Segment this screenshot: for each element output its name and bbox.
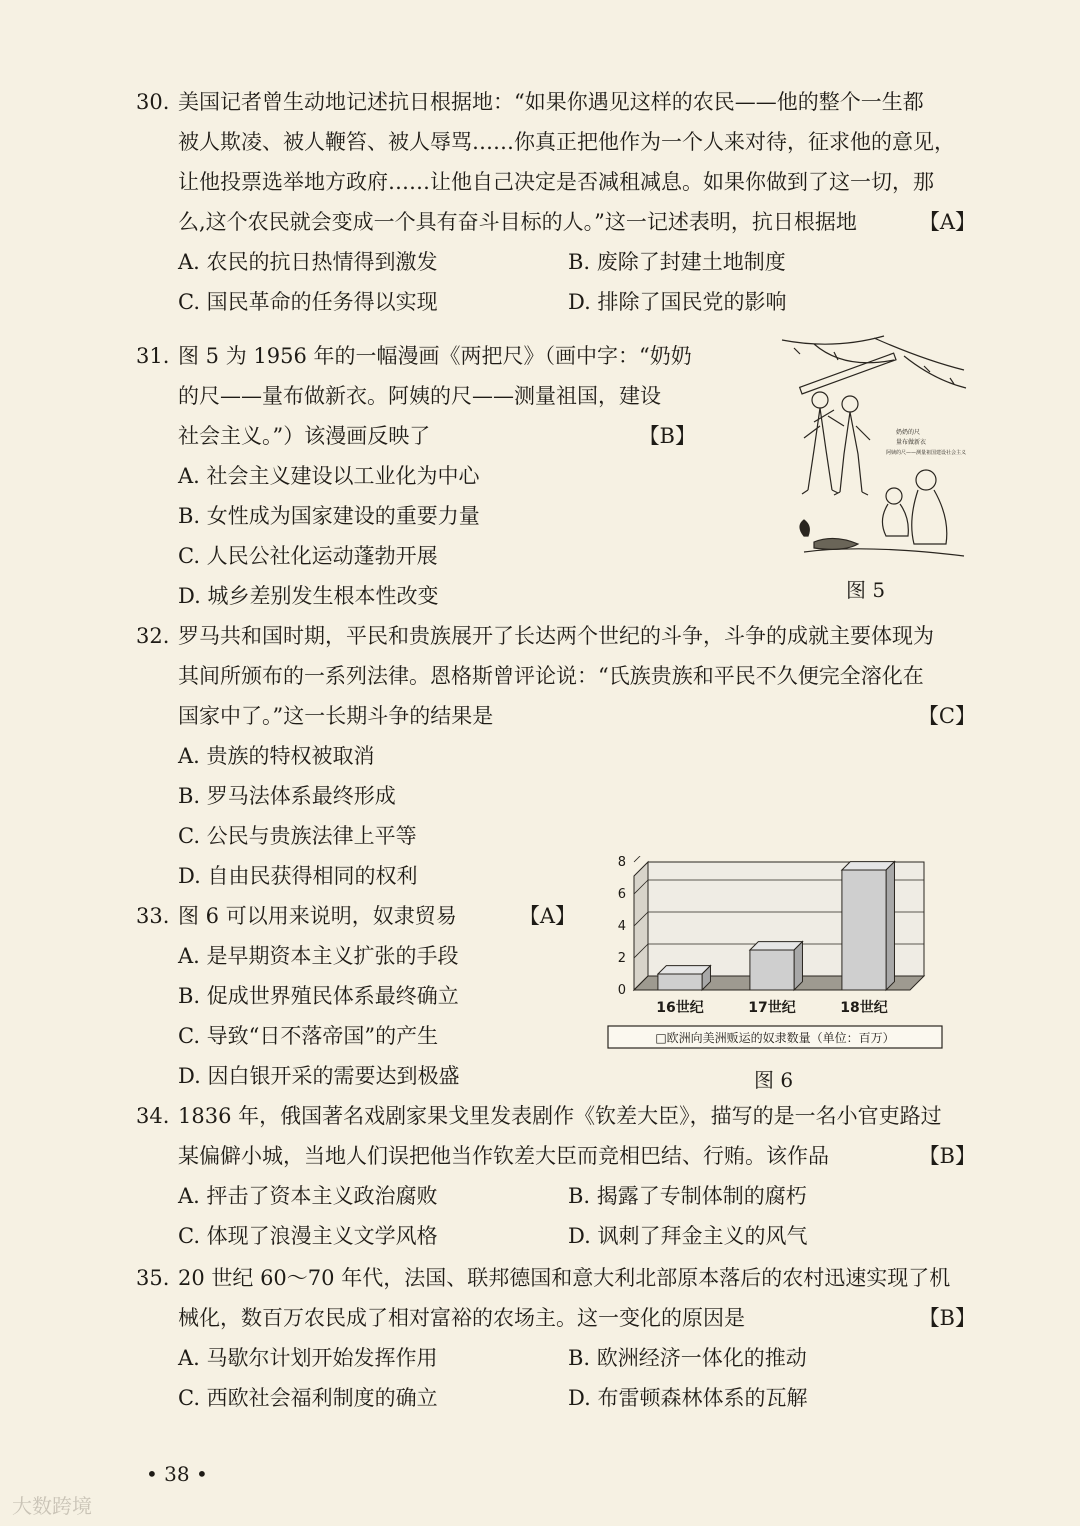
option-d: D. 布雷顿森林体系的瓦解 <box>568 1386 808 1410</box>
option-c: C. 西欧社会福利制度的确立 <box>178 1386 438 1410</box>
answer-label: 【B】 <box>918 1144 976 1168</box>
option-a: A. 抨击了资本主义政治腐败 <box>178 1184 438 1208</box>
stem-line: 社会主义。”）该漫画反映了 <box>178 424 431 448</box>
chart-bar-front <box>842 870 886 990</box>
chart-bar-front <box>658 974 702 990</box>
option-b: B. 欧洲经济一体化的推动 <box>568 1346 807 1370</box>
question-number: 32. <box>136 624 170 648</box>
chart-bar-side <box>886 862 894 990</box>
chart-y-tick-label: 4 <box>617 919 626 934</box>
option-a: A. 社会主义建设以工业化为中心 <box>178 464 480 488</box>
chart-x-tick-label: 17世纪 <box>748 1000 796 1016</box>
stem-line: 让他投票选举地方政府……让他自己决定是否减租减息。如果你做到了这一切，那 <box>178 170 934 194</box>
option-c: C. 公民与贵族法律上平等 <box>178 824 417 848</box>
option-d: D. 因白银开采的需要达到极盛 <box>178 1064 460 1088</box>
option-d: D. 排除了国民党的影响 <box>568 290 787 314</box>
answer-label: 【A】 <box>518 904 576 928</box>
watermark-text: 大数跨境 <box>12 1494 92 1518</box>
option-a: A. 是早期资本主义扩张的手段 <box>178 944 459 968</box>
stem-line: 图 6 可以用来说明，奴隶贸易 <box>178 904 457 928</box>
chart-x-tick-label: 16世纪 <box>656 1000 704 1016</box>
chart-bar-top <box>750 942 803 950</box>
question-number: 30. <box>136 90 170 114</box>
option-c: C. 导致“日不落帝国”的产生 <box>178 1024 439 1048</box>
chart-bar-front <box>750 950 794 990</box>
option-b: B. 女性成为国家建设的重要力量 <box>178 504 480 528</box>
chart-y-tick-label: 2 <box>617 951 626 966</box>
question-number: 35. <box>136 1266 170 1290</box>
chart-bar-top <box>842 862 895 870</box>
stem-line: 美国记者曾生动地记述抗日根据地：“如果你遇见这样的农民——他的整个一生都 <box>178 90 924 114</box>
stem-line: 械化，数百万农民成了相对富裕的农场主。这一变化的原因是 <box>178 1306 745 1330</box>
question-33 <box>136 896 576 1096</box>
answer-label: 【B】 <box>638 424 696 448</box>
question-35 <box>136 1258 976 1418</box>
stem-line: 图 5 为 1956 年的一幅漫画《两把尺》（画中字：“奶奶 <box>178 344 692 368</box>
option-d: D. 讽刺了拜金主义的风气 <box>568 1224 808 1248</box>
option-b: B. 罗马法体系最终形成 <box>178 784 396 808</box>
option-a: A. 农民的抗日热情得到激发 <box>178 250 438 274</box>
option-b: B. 促成世界殖民体系最终确立 <box>178 984 459 1008</box>
stem-line: 国家中了。”这一长期斗争的结果是 <box>178 704 494 728</box>
option-a: A. 马歇尔计划开始发挥作用 <box>178 1346 438 1370</box>
stem-line: 被人欺凌、被人鞭笞、被人辱骂……你真正把他作为一个人来对待，征求他的意见， <box>178 130 955 154</box>
answer-label: 【B】 <box>918 1306 976 1330</box>
cartoon-caption-text: 阿姨的尺——测量祖国建设社会主义 <box>886 450 967 456</box>
chart-y-tick-label: 8 <box>617 856 626 870</box>
stem-line: 20 世纪 60～70 年代，法国、联邦德国和意大利北部原本落后的农村迅速实现了机 <box>178 1266 951 1290</box>
figure-6-caption: 图 6 <box>754 1068 794 1092</box>
chart-bar <box>750 942 803 990</box>
question-number: 31. <box>136 344 170 368</box>
question-number: 33. <box>136 904 170 928</box>
stem-line: 其间所颁布的一系列法律。恩格斯曾评论说：“氏族贵族和平民不久便完全溶化在 <box>178 664 924 688</box>
option-c: C. 国民革命的任务得以实现 <box>178 290 438 314</box>
chart-bar <box>658 966 711 990</box>
stem-line: 罗马共和国时期，平民和贵族展开了长达两个世纪的斗争，斗争的成就主要体现为 <box>178 624 934 648</box>
stem-line: 某偏僻小城，当地人们误把他当作钦差大臣而竞相巴结、行贿。该作品 <box>178 1144 829 1168</box>
chart-y-ticks <box>618 856 626 998</box>
stem-line: 的尺——量布做新衣。阿姨的尺——测量祖国，建设 <box>178 384 661 408</box>
chart-bar <box>842 862 895 990</box>
option-d: D. 自由民获得相同的权利 <box>178 864 418 888</box>
bar-chart <box>600 856 950 1056</box>
chart-y-tick-label: 6 <box>617 887 626 902</box>
option-b: B. 废除了封建土地制度 <box>568 250 786 274</box>
figure-5-caption: 图 5 <box>846 578 886 602</box>
cartoon-caption-text: 量布做新衣 <box>896 439 927 446</box>
chart-side-wall <box>634 862 648 990</box>
stem-line: 1836 年，俄国著名戏剧家果戈里发表剧作《钦差大臣》，描写的是一名小官吏路过 <box>178 1104 942 1128</box>
question-34 <box>136 1096 976 1256</box>
question-31 <box>136 336 696 616</box>
option-c: C. 人民公社化运动蓬勃开展 <box>178 544 438 568</box>
answer-label: 【A】 <box>918 210 976 234</box>
question-30 <box>136 82 976 322</box>
chart-bar-top <box>658 966 711 974</box>
chart-gridline <box>634 856 648 862</box>
option-d: D. 城乡差别发生根本性改变 <box>178 584 439 608</box>
option-a: A. 贵族的特权被取消 <box>178 744 375 768</box>
chart-legend: □欧洲向美洲贩运的奴隶数量（单位：百万） <box>655 1031 895 1045</box>
cartoon-figure <box>774 330 970 570</box>
chart-y-tick-label: 0 <box>617 983 626 998</box>
page-number: • 38 • <box>146 1462 208 1486</box>
question-32 <box>136 616 976 896</box>
option-c: C. 体现了浪漫主义文学风格 <box>178 1224 438 1248</box>
question-number: 34. <box>136 1104 170 1128</box>
answer-label: 【C】 <box>917 704 976 728</box>
option-b: B. 揭露了专制体制的腐朽 <box>568 1184 807 1208</box>
chart-x-tick-label: 18世纪 <box>840 1000 888 1016</box>
chart-bar-side <box>794 942 802 990</box>
cartoon-caption-text: 奶奶的尺 <box>896 429 921 436</box>
chart-x-ticks <box>656 999 887 1016</box>
stem-line: 么,这个农民就会变成一个具有奋斗目标的人。”这一记述表明，抗日根据地 <box>178 210 857 234</box>
